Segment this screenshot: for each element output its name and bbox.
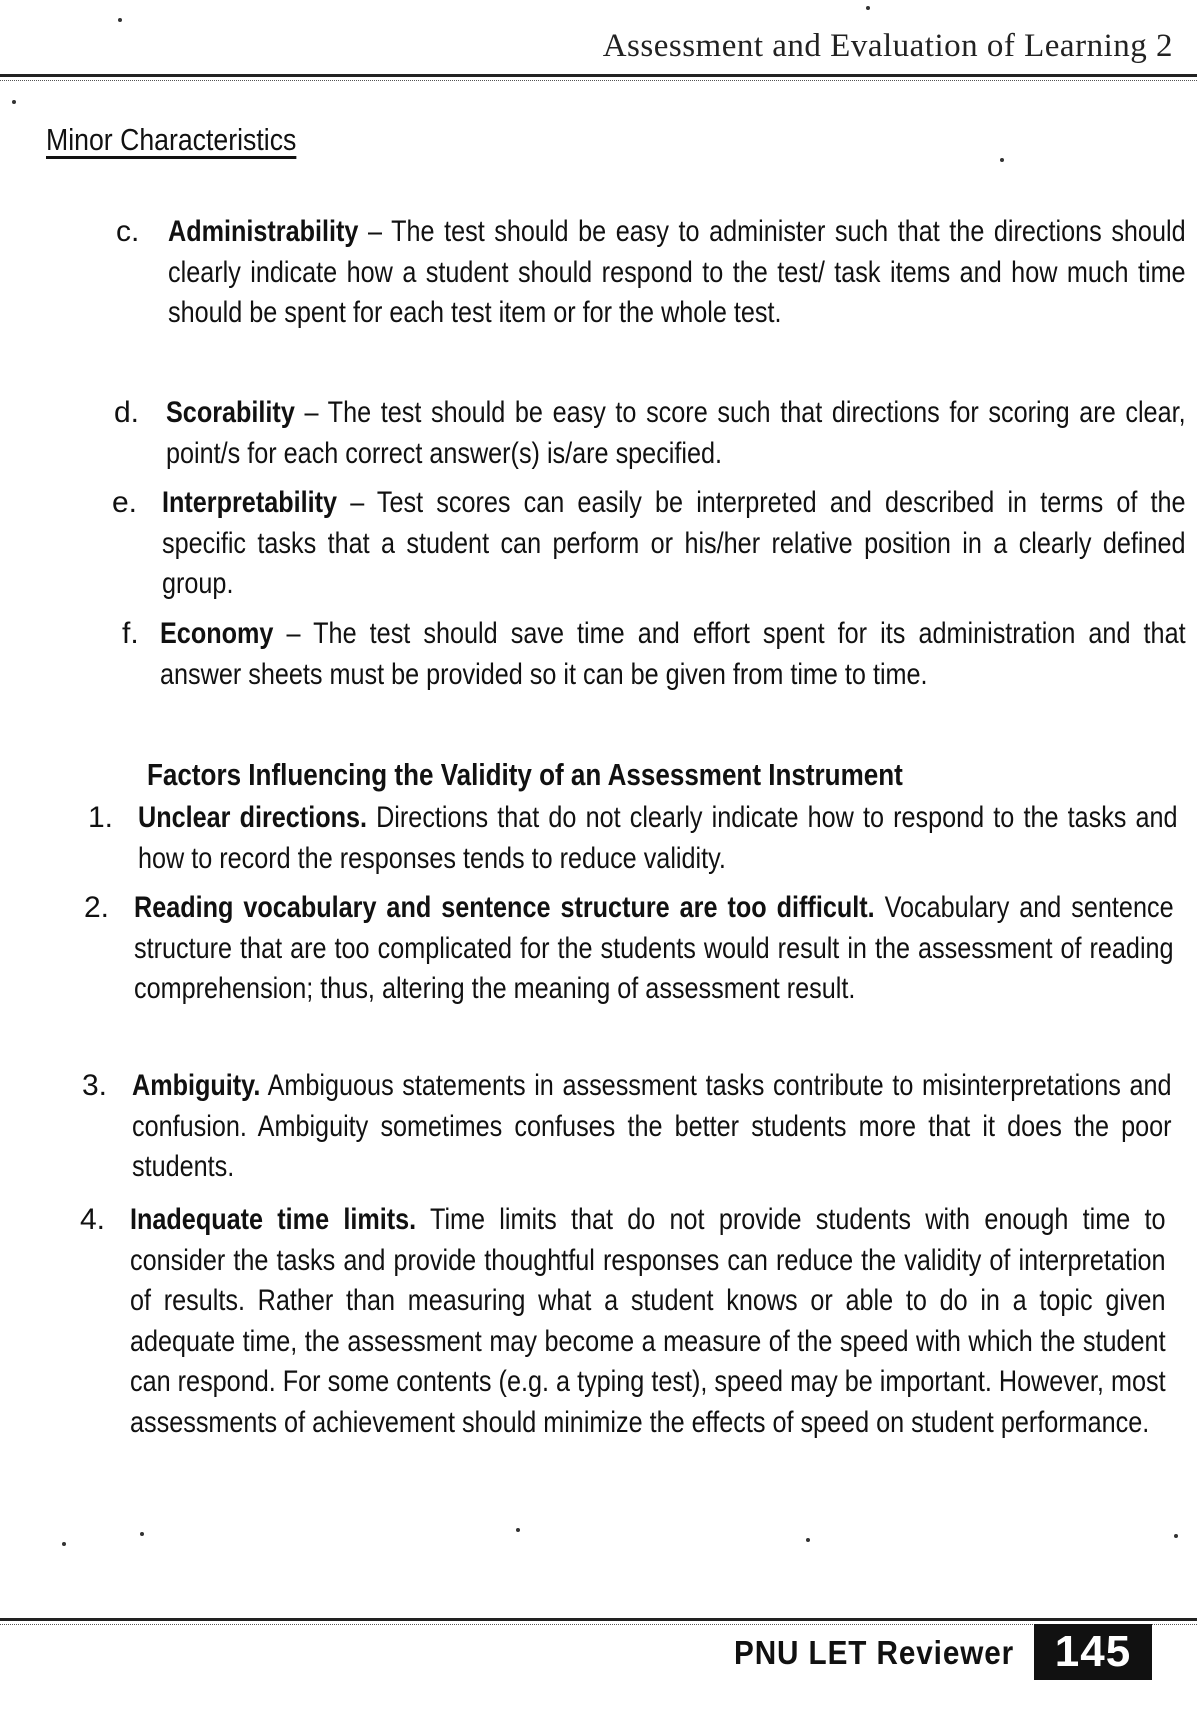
item-term: Ambiguity.: [132, 1069, 261, 1102]
scan-speck: [1000, 158, 1004, 162]
list-item: [116, 212, 1186, 334]
page-number: 145: [1034, 1624, 1152, 1680]
footer-title: PNU LET Reviewer: [734, 1634, 1015, 1671]
item-term: Economy: [160, 617, 274, 650]
item-term: Administrability: [168, 215, 359, 248]
list-item: [84, 888, 1174, 1010]
item-term: Interpretability: [162, 486, 338, 519]
factors-heading: Factors Influencing the Validity of an Assessment Instrument: [147, 757, 903, 792]
item-marker: e.: [112, 486, 138, 519]
item-text: [138, 798, 1178, 879]
scan-speck: [1174, 1534, 1178, 1538]
header-rule: [0, 74, 1197, 77]
header-rule-dotted: [0, 80, 1197, 81]
scan-speck: [12, 100, 16, 104]
item-body: – The test should save time and effort spent for its administration and that answer sheets must be provided so it can be given from time to time.: [160, 617, 1186, 691]
scan-speck: [516, 1528, 520, 1532]
scan-speck: [62, 1542, 66, 1546]
list-item: [88, 798, 1178, 879]
item-marker: 3.: [82, 1069, 108, 1102]
list-item: [82, 1066, 1172, 1188]
item-text: [130, 1200, 1166, 1443]
item-marker: f.: [122, 617, 139, 650]
item-text: [132, 1066, 1172, 1188]
running-title: Assessment and Evaluation of Learning 2: [602, 28, 1173, 64]
item-body: Time limits that do not provide students with enough time to consider the tasks and provide thoughtful responses can reduce the validity of interpretation of results. Rather than measuring what a student knows or able to do in a topic given adequate time, the assessment may become a measure of the speed with which the student can respond. For some contents (e.g. a typing test), speed may be important. However, most assessments of achievement should minimize the effects of speed on student performance.: [130, 1203, 1166, 1439]
item-body: Ambiguous statements in assessment tasks contribute to misinterpretations and confusion. Ambiguity sometimes confuses the better students more that it does the poor students.: [132, 1069, 1172, 1183]
item-marker: 4.: [80, 1203, 106, 1236]
item-body: – Test scores can easily be interpreted and described in terms of the specific tasks that a student can perform or his/her relative position in a clearly defined group.: [162, 486, 1186, 600]
item-text: [160, 614, 1186, 695]
list-item: [112, 483, 1186, 605]
item-body: – The test should be easy to score such that directions for scoring are clear, point/s for each correct answer(s) is/are specified.: [166, 396, 1186, 470]
list-item: [80, 1200, 1166, 1443]
item-body: – The test should be easy to administer such that the directions should clearly indicate how a student should respond to the test/ task items and how much time should be spent for each test item or for the whole test.: [168, 215, 1186, 329]
scan-speck: [118, 18, 122, 22]
item-term: Reading vocabulary and sentence structure are too difficult.: [134, 891, 875, 924]
item-text: [134, 888, 1174, 1010]
list-item: [114, 393, 1186, 474]
page-header: [0, 26, 1197, 86]
item-marker: 1.: [88, 801, 114, 834]
item-marker: d.: [114, 396, 140, 429]
scan-speck: [866, 6, 870, 10]
item-body: Vocabulary and sentence structure that are too complicated for the students would result in the assessment of reading comprehension; thus, altering the meaning of assessment result.: [134, 891, 1174, 1005]
item-marker: c.: [116, 215, 140, 248]
item-term: Inadequate time limits.: [130, 1203, 417, 1236]
footer-rule-dotted: [0, 1624, 1197, 1625]
item-body: Directions that do not clearly indicate how to respond to the tasks and how to record the responses tends to reduce validity.: [138, 801, 1178, 875]
item-term: Unclear directions.: [138, 801, 367, 834]
scan-speck: [806, 1538, 810, 1542]
item-text: [166, 393, 1186, 474]
item-marker: 2.: [84, 891, 110, 924]
scan-speck: [140, 1532, 144, 1536]
list-item: [122, 614, 1186, 695]
section-heading: Minor Characteristics: [46, 122, 297, 157]
footer-rule: [0, 1618, 1197, 1621]
item-text: [168, 212, 1186, 334]
item-text: [162, 483, 1186, 605]
item-term: Scorability: [166, 396, 295, 429]
